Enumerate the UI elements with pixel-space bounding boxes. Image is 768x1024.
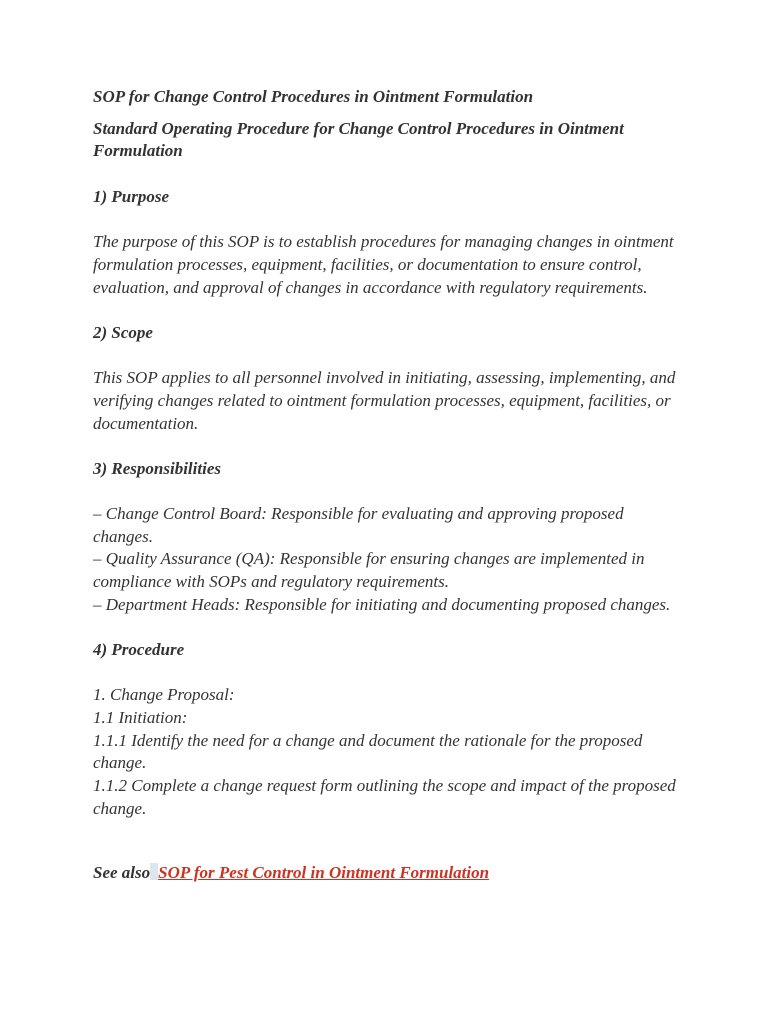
responsibility-item: – Change Control Board: Responsible for evaluating and approving proposed changes.: [93, 503, 624, 546]
procedure-item: 1.1 Initiation:: [93, 707, 188, 727]
procedure-item: 1.1.1 Identify the need for a change and document the rationale for the proposed change.: [93, 730, 643, 773]
procedure-item: 1.1.2 Complete a change request form outlining the scope and impact of the proposed change.: [93, 775, 676, 818]
purpose-heading: 1) Purpose: [93, 187, 170, 207]
scope-heading: 2) Scope: [93, 322, 153, 342]
see-also-prefix: See also: [93, 863, 151, 883]
document-body: [93, 86, 683, 885]
see-also-link[interactable]: SOP for Pest Control in Ointment Formulation: [158, 863, 490, 883]
document-subtitle: Standard Operating Procedure for Change Control Procedures in Ointment Formulation: [93, 118, 624, 161]
procedure-heading: 4) Procedure: [93, 639, 185, 659]
link-marker: [150, 863, 158, 880]
see-also: [93, 862, 683, 885]
document-title: SOP for Change Control Procedures in Ointment Formulation: [93, 87, 534, 106]
purpose-text: The purpose of this SOP is to establish procedures for managing changes in ointment formulation processes, equipment, facilities, or documentation to ensure control, evaluation, and approval of changes in accordance with regulatory requirements.: [93, 232, 674, 297]
procedure-item: 1. Change Proposal:: [93, 685, 235, 705]
responsibilities-heading: 3) Responsibilities: [93, 458, 221, 478]
scope-text: This SOP applies to all personnel involved in initiating, assessing, implementing, and verifying changes related to ointment formulation processes, equipment, facilities, or documentation.: [93, 368, 676, 433]
responsibilities-list: [93, 503, 683, 617]
procedure-list: [93, 684, 683, 820]
responsibility-item: – Quality Assurance (QA): Responsible for ensuring changes are implemented in compliance with SOPs and regulatory requirements.: [93, 549, 645, 592]
responsibility-item: – Department Heads: Responsible for initiating and documenting proposed changes.: [93, 594, 671, 614]
